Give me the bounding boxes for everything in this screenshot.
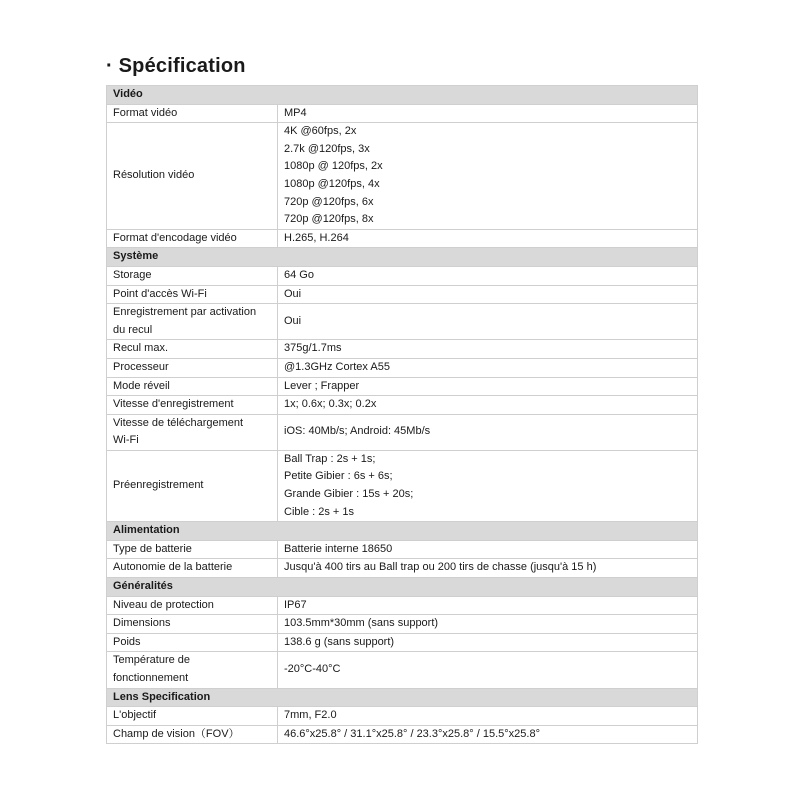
spec-value xyxy=(278,396,698,415)
spec-label-line: fonctionnement xyxy=(113,672,189,684)
spec-label-line: Niveau de protection xyxy=(113,598,214,611)
spec-value xyxy=(278,725,698,744)
spec-value xyxy=(278,559,698,578)
section-title: Alimentation xyxy=(107,522,698,541)
spec-value-line: 103.5mm*30mm (sans support) xyxy=(284,617,439,630)
spec-value xyxy=(278,340,698,359)
spec-value xyxy=(278,358,698,377)
spec-value-line: Grande Gibier : 15s + 20s; xyxy=(284,488,414,501)
table-row xyxy=(107,652,698,688)
spec-label xyxy=(107,615,278,634)
section-title: Généralités xyxy=(107,578,698,597)
table-row xyxy=(107,123,698,230)
spec-value-line: 1080p @ 120fps, 2x xyxy=(284,160,383,173)
section-header-row xyxy=(107,522,698,541)
spec-label xyxy=(107,414,278,450)
spec-label-line: Autonomie de la batterie xyxy=(113,561,233,574)
spec-value-line: 4K @60fps, 2x xyxy=(284,125,357,138)
table-row xyxy=(107,559,698,578)
spec-label xyxy=(107,340,278,359)
spec-value-line: MP4 xyxy=(284,106,307,119)
spec-value-line: iOS: 40Mb/s; Android: 45Mb/s xyxy=(284,425,431,438)
spec-label xyxy=(107,104,278,123)
section-title: Système xyxy=(107,248,698,267)
spec-value xyxy=(278,123,698,230)
spec-label xyxy=(107,725,278,744)
spec-value-line: Oui xyxy=(284,314,302,327)
spec-value xyxy=(278,285,698,304)
spec-value-line: 46.6°x25.8° / 31.1°x25.8° / 23.3°x25.8° / 15.5°x25.8° xyxy=(284,727,540,740)
spec-value xyxy=(278,304,698,340)
spec-value-line: Batterie interne 18650 xyxy=(284,542,393,555)
spec-value xyxy=(278,596,698,615)
spec-value xyxy=(278,104,698,123)
spec-label-line: Dimensions xyxy=(113,617,171,630)
table-row xyxy=(107,340,698,359)
spec-label xyxy=(107,633,278,652)
spec-label-line: Type de batterie xyxy=(113,542,192,555)
table-row xyxy=(107,377,698,396)
spec-value-line: 720p @120fps, 6x xyxy=(284,195,374,208)
spec-label-line: Storage xyxy=(113,268,152,281)
table-row xyxy=(107,266,698,285)
spec-label-line: Wi-Fi xyxy=(113,434,139,447)
spec-label xyxy=(107,596,278,615)
spec-value xyxy=(278,633,698,652)
spec-table xyxy=(106,85,698,744)
spec-label xyxy=(107,123,278,230)
table-row xyxy=(107,304,698,340)
section-header-row xyxy=(107,688,698,707)
spec-value-line: 1x; 0.6x; 0.3x; 0.2x xyxy=(284,398,377,411)
spec-value-line: 375g/1.7ms xyxy=(284,342,342,355)
spec-label-line: Vitesse de téléchargement xyxy=(113,416,244,429)
spec-table-body xyxy=(107,86,698,744)
spec-value xyxy=(278,652,698,688)
spec-label xyxy=(107,707,278,726)
spec-label-line: L'objectif xyxy=(113,709,157,722)
spec-label xyxy=(107,559,278,578)
spec-value-line: Ball Trap : 2s + 1s; xyxy=(284,452,376,465)
spec-value xyxy=(278,229,698,248)
spec-value xyxy=(278,615,698,634)
table-row xyxy=(107,540,698,559)
spec-value-line: 720p @120fps, 8x xyxy=(284,213,374,226)
spec-value xyxy=(278,450,698,521)
spec-value-line: -20°C-40°C xyxy=(284,663,341,676)
spec-value-line: @1.3GHz Cortex A55 xyxy=(284,360,390,373)
spec-value-line: Oui xyxy=(284,287,302,300)
page-title: · Spécification xyxy=(106,55,246,77)
table-row xyxy=(107,396,698,415)
spec-label-line: Poids xyxy=(113,635,141,648)
spec-label-line: Enregistrement par activation xyxy=(113,306,257,319)
spec-label-line: Mode réveil xyxy=(113,379,170,392)
spec-label-line: Résolution vidéo xyxy=(113,169,195,182)
spec-label xyxy=(107,377,278,396)
spec-label xyxy=(107,450,278,521)
table-row xyxy=(107,285,698,304)
spec-value-line: Cible : 2s + 1s xyxy=(284,505,355,518)
spec-value-line: Jusqu'à 400 tirs au Ball trap ou 200 tirs de chasse (jusqu'à 15 h) xyxy=(284,561,597,574)
section-title: Lens Specification xyxy=(107,688,698,707)
spec-label-line: Point d'accès Wi-Fi xyxy=(113,287,207,300)
section-header-row xyxy=(107,248,698,267)
spec-value xyxy=(278,707,698,726)
spec-label xyxy=(107,304,278,340)
spec-label-line: Champ de vision（FOV） xyxy=(113,727,240,740)
spec-label xyxy=(107,229,278,248)
spec-label-line: Format d'encodage vidéo xyxy=(113,231,237,244)
table-row xyxy=(107,725,698,744)
table-row xyxy=(107,596,698,615)
spec-label xyxy=(107,285,278,304)
spec-label-line: Recul max. xyxy=(113,342,169,355)
table-row xyxy=(107,104,698,123)
table-row xyxy=(107,229,698,248)
table-row xyxy=(107,358,698,377)
spec-value-line: 138.6 g (sans support) xyxy=(284,635,395,648)
spec-value-line: IP67 xyxy=(284,598,307,611)
spec-value-line: 64 Go xyxy=(284,268,314,281)
spec-label-line: Température de xyxy=(113,654,191,667)
section-title: Vidéo xyxy=(107,86,698,105)
spec-value-line: 1080p @120fps, 4x xyxy=(284,177,380,190)
spec-label-line: Processeur xyxy=(113,360,169,373)
section-header-row xyxy=(107,578,698,597)
spec-value-line: H.265, H.264 xyxy=(284,231,349,244)
spec-label xyxy=(107,652,278,688)
spec-value xyxy=(278,414,698,450)
spec-label xyxy=(107,540,278,559)
table-row xyxy=(107,633,698,652)
table-row xyxy=(107,414,698,450)
spec-label-line: Format vidéo xyxy=(113,106,178,119)
spec-label xyxy=(107,358,278,377)
spec-label xyxy=(107,396,278,415)
table-row xyxy=(107,707,698,726)
spec-value xyxy=(278,377,698,396)
spec-value xyxy=(278,266,698,285)
section-header-row xyxy=(107,86,698,105)
table-row xyxy=(107,450,698,521)
spec-value-line: 2.7k @120fps, 3x xyxy=(284,142,370,155)
spec-label xyxy=(107,266,278,285)
spec-value-line: 7mm, F2.0 xyxy=(284,709,337,722)
table-row xyxy=(107,615,698,634)
spec-value-line: Lever ; Frapper xyxy=(284,379,360,392)
spec-value-line: Petite Gibier : 6s + 6s; xyxy=(284,470,393,483)
spec-label-line: du recul xyxy=(113,323,153,336)
spec-label-line: Préenregistrement xyxy=(113,479,204,492)
spec-value xyxy=(278,540,698,559)
spec-label-line: Vitesse d'enregistrement xyxy=(113,398,234,411)
